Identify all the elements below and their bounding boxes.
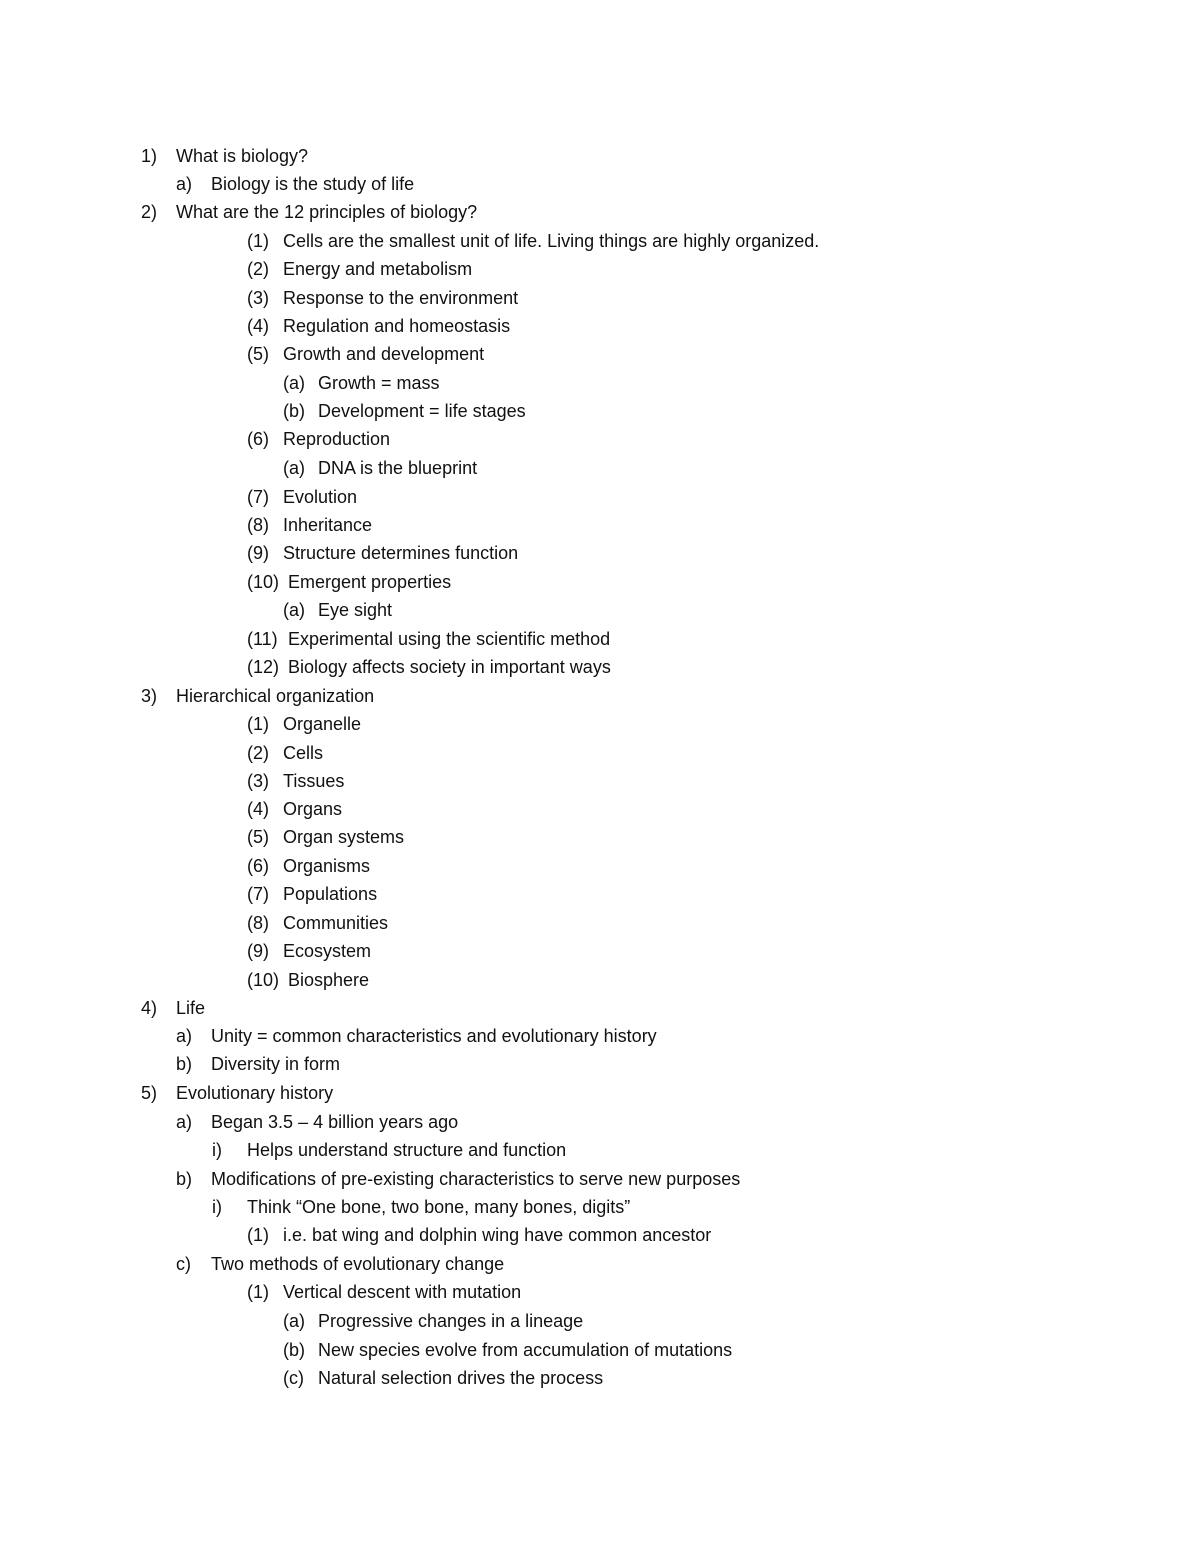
item-marker: (7)	[247, 487, 269, 507]
item-text: Organs	[283, 799, 343, 819]
item-text: Think “One bone, two bone, many bones, digits”	[247, 1197, 631, 1217]
item-marker: (11)	[247, 629, 278, 649]
item-text: Two methods of evolutionary change	[211, 1254, 505, 1274]
item-text: Organelle	[283, 714, 362, 734]
item-marker: a)	[176, 1026, 193, 1046]
item-marker: (3)	[247, 771, 269, 791]
item-marker: b)	[176, 1054, 193, 1074]
item-text: Diversity in form	[211, 1054, 341, 1074]
item-text: Biosphere	[288, 970, 370, 990]
item-marker: 3)	[141, 686, 158, 706]
item-marker: (3)	[247, 288, 269, 308]
item-text: Natural selection drives the process	[318, 1368, 604, 1388]
item-text: Cells are the smallest unit of life. Living things are highly organized.	[283, 231, 820, 251]
item-marker: i)	[212, 1197, 222, 1217]
item-marker: i)	[212, 1140, 222, 1160]
item-marker: (2)	[247, 743, 269, 763]
item-text: Growth = mass	[318, 373, 440, 393]
item-marker: (4)	[247, 316, 269, 336]
item-text: What are the 12 principles of biology?	[176, 202, 478, 222]
item-text: Began 3.5 – 4 billion years ago	[211, 1112, 459, 1132]
item-text: Modifications of pre-existing characteristics to serve new purposes	[211, 1169, 741, 1189]
item-text: Life	[176, 998, 206, 1018]
item-marker: 4)	[141, 998, 158, 1018]
item-text: Reproduction	[283, 429, 391, 449]
item-marker: (b)	[283, 401, 305, 421]
item-text: Experimental using the scientific method	[288, 629, 611, 649]
item-marker: (4)	[247, 799, 269, 819]
item-text: Development = life stages	[318, 401, 526, 421]
item-text: Eye sight	[318, 600, 393, 620]
item-text: Energy and metabolism	[283, 259, 473, 279]
item-text: Emergent properties	[288, 572, 452, 592]
item-marker: (9)	[247, 941, 269, 961]
item-marker: (9)	[247, 543, 269, 563]
item-text: Biology is the study of life	[211, 174, 415, 194]
item-text: Tissues	[283, 771, 345, 791]
item-text: Ecosystem	[283, 941, 372, 961]
item-marker: 2)	[141, 202, 158, 222]
item-marker: c)	[176, 1254, 191, 1274]
item-text: Evolution	[283, 487, 358, 507]
item-marker: (1)	[247, 714, 269, 734]
item-text: Organisms	[283, 856, 371, 876]
item-text: Vertical descent with mutation	[283, 1282, 522, 1302]
item-marker: 5)	[141, 1083, 158, 1103]
item-marker: (12)	[247, 657, 280, 677]
item-marker: (1)	[247, 1225, 269, 1245]
item-marker: (10)	[247, 572, 280, 592]
item-text: Growth and development	[283, 344, 485, 364]
item-marker: (8)	[247, 515, 269, 535]
item-text: Structure determines function	[283, 543, 519, 563]
item-marker: (2)	[247, 259, 269, 279]
item-marker: a)	[176, 1112, 193, 1132]
item-marker: (8)	[247, 913, 269, 933]
item-marker: (10)	[247, 970, 280, 990]
item-text: Evolutionary history	[176, 1083, 334, 1103]
item-marker: (a)	[283, 1311, 305, 1331]
item-marker: (6)	[247, 856, 269, 876]
item-text: Communities	[283, 913, 389, 933]
item-text: Helps understand structure and function	[247, 1140, 567, 1160]
item-text: DNA is the blueprint	[318, 458, 478, 478]
item-marker: b)	[176, 1169, 193, 1189]
item-marker: a)	[176, 174, 193, 194]
item-text: i.e. bat wing and dolphin wing have common ancestor	[283, 1225, 712, 1245]
item-marker: (c)	[283, 1368, 304, 1388]
item-marker: 1)	[141, 146, 158, 166]
item-text: Progressive changes in a lineage	[318, 1311, 584, 1331]
item-marker: (5)	[247, 344, 269, 364]
item-text: Cells	[283, 743, 324, 763]
item-marker: (a)	[283, 600, 305, 620]
item-marker: (7)	[247, 884, 269, 904]
item-text: Biology affects society in important ways	[288, 657, 611, 677]
item-text: New species evolve from accumulation of mutations	[318, 1340, 733, 1360]
item-text: Hierarchical organization	[176, 686, 375, 706]
item-text: Organ systems	[283, 827, 405, 847]
item-marker: (a)	[283, 458, 305, 478]
item-text: Regulation and homeostasis	[283, 316, 511, 336]
item-text: Inheritance	[283, 515, 373, 535]
item-text: Unity = common characteristics and evolutionary history	[211, 1026, 657, 1046]
item-marker: (6)	[247, 429, 269, 449]
item-text: Response to the environment	[283, 288, 519, 308]
item-marker: (a)	[283, 373, 305, 393]
item-marker: (b)	[283, 1340, 305, 1360]
item-text: Populations	[283, 884, 378, 904]
item-text: What is biology?	[176, 146, 309, 166]
item-marker: (5)	[247, 827, 269, 847]
item-marker: (1)	[247, 231, 269, 251]
item-marker: (1)	[247, 1282, 269, 1302]
